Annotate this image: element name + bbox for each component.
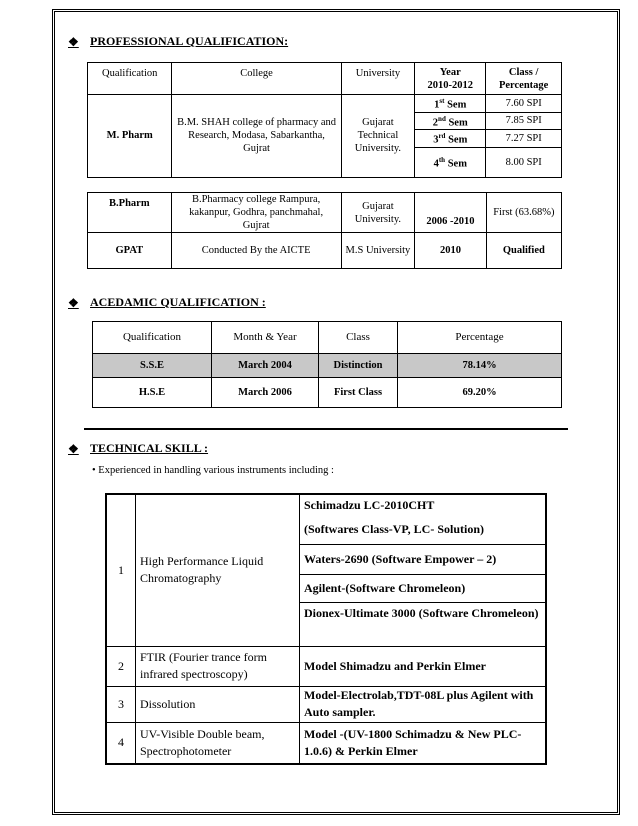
professional-heading-text: PROFESSIONAL QUALIFICATION: <box>90 34 289 48</box>
bpharm-year: 2006 -2010 <box>415 193 486 233</box>
diamond-bullet-icon: ❖ <box>68 441 79 456</box>
header-percentage-label: Percentage <box>498 79 549 91</box>
gpat-university: M.S University <box>341 233 415 269</box>
acad-header-month: Month & Year <box>212 322 319 354</box>
mpharm-qualification: M. Pharm <box>88 95 172 178</box>
bpharm-class: First (63.68%) <box>486 193 561 233</box>
bpharm-qualification: B.Pharm <box>88 193 172 233</box>
tech-row-1-model-4: Dionex-Ultimate 3000 (Software Chromeleon) <box>300 602 547 646</box>
bpharm-table <box>87 192 562 269</box>
sem-4: 4th Sem <box>415 147 486 177</box>
tech-row-1-name: High Performance Liquid Chromatography <box>136 494 300 646</box>
header-year-range: 2010-2012 <box>427 79 473 91</box>
mpharm-university: Gujarat Technical University. <box>341 95 415 178</box>
tech-row-2-model: Model Shimadzu and Perkin Elmer <box>300 646 547 686</box>
header-university: University <box>341 63 415 95</box>
tech-row-3-num: 3 <box>106 686 136 722</box>
gpat-college: Conducted By the AICTE <box>171 233 341 269</box>
acad-ssc-month: March 2004 <box>212 354 319 378</box>
header-college: College <box>172 63 341 95</box>
tech-row-2-name: FTIR (Fourier trance form infrared spectroscopy) <box>136 646 300 686</box>
tech-row-4-model: Model -(UV-1800 Schimadzu & New PLC-1.0.6) & Perkin Elmer <box>300 722 547 764</box>
acad-hsc-month: March 2006 <box>212 378 319 408</box>
bpharm-university: Gujarat University. <box>341 193 415 233</box>
tech-model-schimadzu: Schimadzu LC-2010CHT <box>304 498 435 512</box>
tech-row-1-model-3: Agilent-(Software Chromeleon) <box>300 574 547 602</box>
sem-1: 1st Sem <box>415 95 486 113</box>
sem-1-spi: 7.60 SPI <box>486 95 562 113</box>
technical-heading-text: TECHNICAL SKILL : <box>90 441 209 455</box>
sem-3-spi: 7.27 SPI <box>486 130 562 148</box>
tech-row-1-model-2: Waters-2690 (Software Empower – 2) <box>300 544 547 574</box>
tech-row-3-model: Model-Electrolab,TDT-08L plus Agilent with Auto sampler. <box>300 686 547 722</box>
mpharm-college: B.M. SHAH college of pharmacy and Research, Modasa, Sabarkantha, Gujrat <box>172 95 341 178</box>
acad-ssc-qualification: S.S.E <box>93 354 212 378</box>
sem-3: 3rd Sem <box>415 130 486 148</box>
sem-4-spi: 8.00 SPI <box>486 147 562 177</box>
acad-header-qualification: Qualification <box>93 322 212 354</box>
tech-row-2-num: 2 <box>106 646 136 686</box>
gpat-year: 2010 <box>415 233 486 269</box>
acad-header-class: Class <box>319 322 398 354</box>
gpat-class: Qualified <box>486 233 561 269</box>
professional-table <box>87 62 562 178</box>
sem-2-spi: 7.85 SPI <box>486 112 562 130</box>
technical-heading <box>68 441 208 456</box>
gpat-qualification: GPAT <box>88 233 172 269</box>
acad-hsc-percentage: 69.20% <box>398 378 562 408</box>
academic-heading <box>68 295 266 310</box>
acad-ssc-percentage: 78.14% <box>398 354 562 378</box>
header-year <box>415 63 486 95</box>
header-class <box>486 63 562 95</box>
tech-row-4-name: UV-Visible Double beam, Spectrophotometer <box>136 722 300 764</box>
header-year-label: Year <box>439 66 461 78</box>
acad-hsc-qualification: H.S.E <box>93 378 212 408</box>
technical-intro: • Experienced in handling various instruments including : <box>92 465 334 476</box>
tech-row-4-num: 4 <box>106 722 136 764</box>
header-qualification: Qualification <box>88 63 172 95</box>
professional-heading <box>68 34 288 49</box>
section-divider <box>84 428 568 430</box>
academic-heading-text: ACEDAMIC QUALIFICATION : <box>90 295 266 309</box>
academic-table <box>92 321 562 408</box>
tech-row-3-name: Dissolution <box>136 686 300 722</box>
sem-2: 2nd Sem <box>415 112 486 130</box>
technical-table <box>105 493 547 765</box>
tech-row-1-num: 1 <box>106 494 136 646</box>
acad-header-percentage: Percentage <box>398 322 562 354</box>
tech-row-1-model-1 <box>300 494 547 544</box>
diamond-bullet-icon: ❖ <box>68 295 79 310</box>
acad-ssc-class: Distinction <box>319 354 398 378</box>
bpharm-college: B.Pharmacy college Rampura, kakanpur, Godhra, panchmahal, Gujrat <box>171 193 341 233</box>
tech-model-schimadzu-software: (Softwares Class-VP, LC- Solution) <box>304 522 485 536</box>
diamond-bullet-icon: ❖ <box>68 34 79 49</box>
header-class-label: Class / <box>508 66 539 78</box>
acad-hsc-class: First Class <box>319 378 398 408</box>
